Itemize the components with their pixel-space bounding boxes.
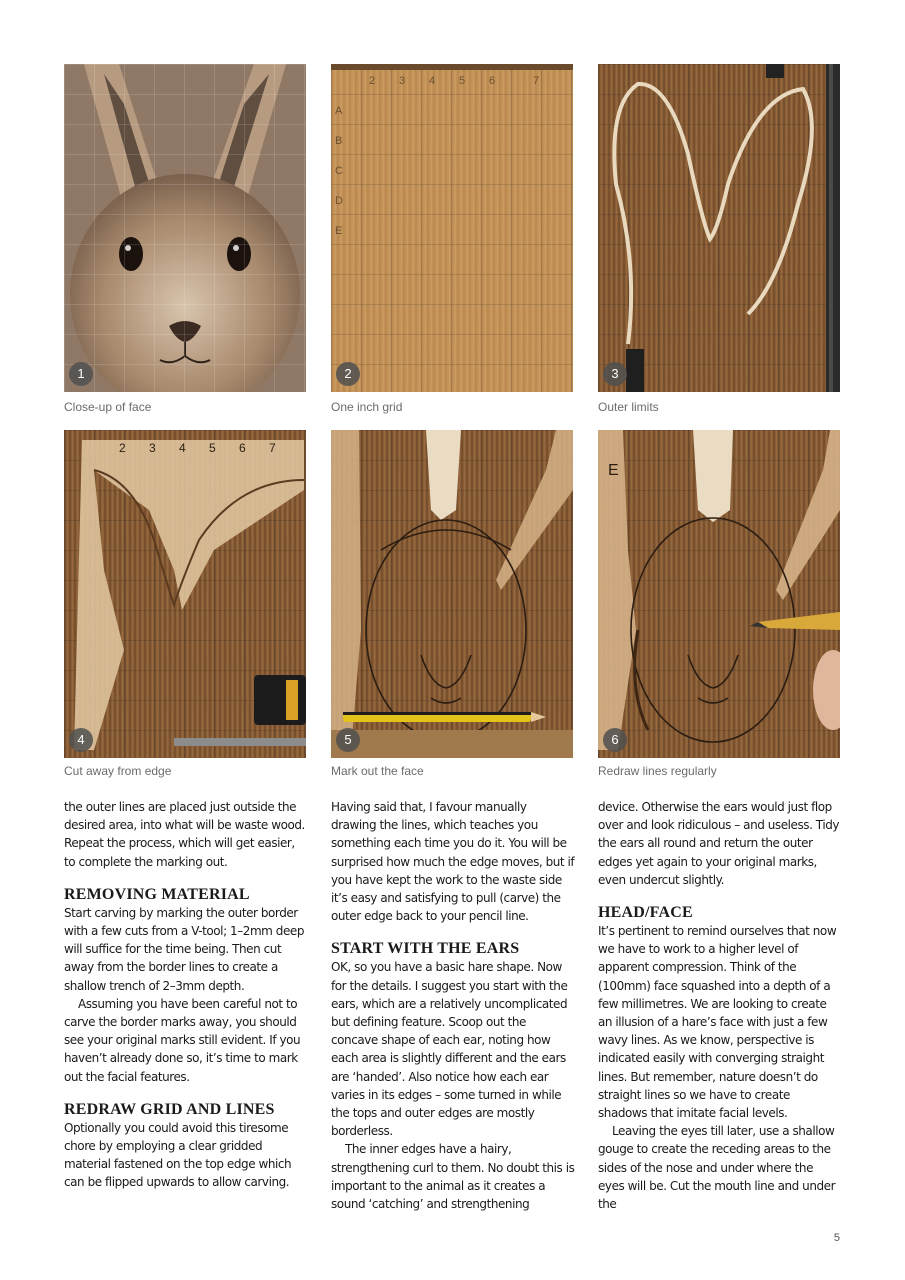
gridded-wood-image bbox=[331, 64, 573, 392]
photo-number-badge: 2 bbox=[336, 362, 360, 386]
grid-number-label: 4 bbox=[179, 441, 186, 455]
section-heading: REDRAW GRID AND LINES bbox=[64, 1100, 275, 1118]
grid-number-label: 3 bbox=[149, 441, 156, 455]
grid-number-label: 6 bbox=[489, 75, 496, 87]
text-column-3 bbox=[598, 798, 842, 1213]
grid-number-label: 7 bbox=[533, 75, 540, 87]
hare-face-image bbox=[64, 64, 306, 392]
face-marking-image bbox=[331, 430, 573, 758]
body-paragraph: device. Otherwise the ears would just flop over and look ridiculous – and useless. Tidy the ears all round and return the outer edges yet again to your original marks, even undercut slightly. bbox=[598, 800, 840, 887]
grid-number-label: 4 bbox=[429, 75, 436, 87]
body-paragraph: the outer lines are placed just outside the desired area, into what will be waste wood. Repeat the process, which will get easier, to complete the marking out. bbox=[64, 800, 305, 869]
redraw-lines-image bbox=[598, 430, 840, 758]
body-paragraph: It’s pertinent to remind ourselves that now we have to work to a higher level of apparent compression. Think of the (100mm) face squashed into a depth of a few millimetres. We are looking to create an illusion of a hare’s face with just a few wavy lines. As we know, perspective is indicated easily with converging straight lines. But remember, nature doesn’t do straight lines so we have to create shadows that imitate facial levels. bbox=[598, 924, 837, 1121]
grid-letter-label: A bbox=[335, 105, 343, 117]
grid-number-label: 2 bbox=[119, 441, 126, 455]
photo-caption: One inch grid bbox=[331, 400, 403, 414]
body-paragraph: Start carving by marking the outer border with a few cuts from a V-tool; 1–2mm deep will suffice for the time being. Then cut away from the border lines to create a shallow trench of 2–3mm depth. bbox=[64, 905, 304, 993]
photo-number-badge: 5 bbox=[336, 728, 360, 752]
body-paragraph: Leaving the eyes till later, use a shallow gouge to create the receding areas to the sides of the nose and under where the eyes will be. Cut the mouth line and under the bbox=[598, 1124, 836, 1212]
grid-letter-label: B bbox=[335, 135, 343, 147]
outlined-ears-image bbox=[598, 64, 840, 392]
grid-number-label: 5 bbox=[459, 75, 466, 87]
photo-number-badge: 3 bbox=[603, 362, 627, 386]
photo-caption: Close-up of face bbox=[64, 400, 152, 414]
photo-number-badge: 6 bbox=[603, 728, 627, 752]
photo-grid-board bbox=[331, 64, 573, 392]
text-column-1 bbox=[64, 798, 308, 1192]
grid-letter-label: D bbox=[335, 195, 343, 207]
body-paragraph: Optionally you could avoid this tiresome chore by employing a clear gridded material fastened on the top edge which can be flipped upwards to allow carving. bbox=[64, 1120, 292, 1190]
body-paragraph: Having said that, I favour manually drawing the lines, which teaches you something each time you do it. You will be surprised how much the edge moves, but if you have kept the work to the waste side it’s easy and satisfying to pull (carve) the outer edge back to your pencil line. bbox=[331, 800, 575, 924]
grid-letter-label: E bbox=[608, 462, 619, 479]
grid-number-label: 2 bbox=[369, 75, 376, 87]
body-paragraph: The inner edges have a hairy, strengthening curl to them. No doubt this is important to the animal as it creates a sound ‘catching’ and strengthening bbox=[331, 1142, 575, 1212]
section-heading: START WITH THE EARS bbox=[331, 940, 520, 958]
photo-cut-away bbox=[64, 430, 306, 758]
photo-outer-limits bbox=[598, 64, 840, 392]
photo-caption: Mark out the face bbox=[331, 764, 424, 778]
page-number: 5 bbox=[833, 1232, 840, 1244]
section-heading: HEAD/FACE bbox=[598, 904, 693, 922]
text-column-2 bbox=[331, 798, 575, 1213]
body-paragraph: Assuming you have been careful not to carve the border marks away, you should see your original marks still evident. If you haven’t already done so, it’s time to mark out the facial features. bbox=[64, 996, 301, 1084]
grid-number-label: 3 bbox=[399, 75, 406, 87]
section-heading: REMOVING MATERIAL bbox=[64, 885, 250, 903]
carved-border-image bbox=[64, 430, 306, 758]
photo-redraw-lines bbox=[598, 430, 840, 758]
grid-letter-label: C bbox=[335, 165, 343, 177]
photo-mark-face bbox=[331, 430, 573, 758]
photo-number-badge: 4 bbox=[69, 728, 93, 752]
body-paragraph: OK, so you have a basic hare shape. Now for the details. I suggest you start with the ears, which are a relatively uncomplicated but defining feature. Scoop out the concave shape of each ear, noting how each area is slightly different and the ears are ‘handed’. Also notice how each ear varies in its edges – some turned in while the tops and outer edges are mostly borderless. bbox=[331, 960, 568, 1139]
grid-number-label: 5 bbox=[209, 441, 216, 455]
photo-caption: Cut away from edge bbox=[64, 764, 172, 778]
photo-hare-closeup bbox=[64, 64, 306, 392]
grid-number-label: 6 bbox=[239, 441, 246, 455]
photo-caption: Outer limits bbox=[598, 400, 659, 414]
grid-number-label: 7 bbox=[269, 441, 276, 455]
photo-number-badge: 1 bbox=[69, 362, 93, 386]
grid-letter-label: E bbox=[335, 225, 343, 237]
photo-caption: Redraw lines regularly bbox=[598, 764, 717, 778]
